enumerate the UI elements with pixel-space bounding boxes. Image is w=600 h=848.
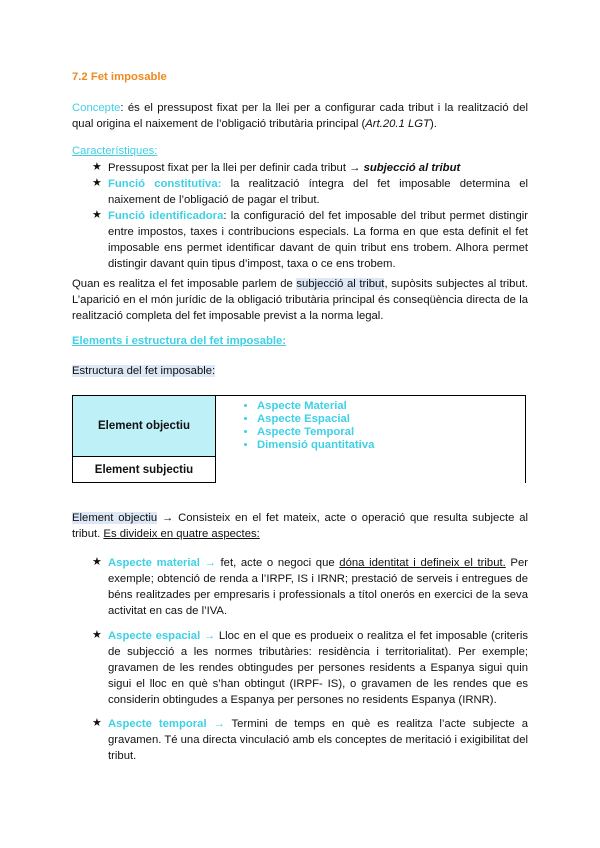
caracteristiques-heading: Característiques:: [72, 145, 158, 157]
star-bullet-icon: ★: [92, 209, 102, 221]
elements-heading: Elements i estructura del fet imposable:: [72, 335, 287, 347]
item-text: : la configuració del fet imposable del tribut permet distingir entre impostos, taxes i contribucions especials. La forma en que esta definit el fet imposable ens permet identificar davant de quin tribut ens trobem. Alhora permet distingir davant quin tipus d’impost, taxa o ce ens trobem.: [108, 210, 528, 270]
element-objectiu-paragraph: [72, 510, 528, 542]
aspecte-text: Lloc en el que es produeix o realitza el fet imposable (criteris de subjecció a les normes tributàries: residència i territorialitat). Per exemple; gravamen de les rendes obtingudes per persones residents a Espanya sigui quin sigui el lloc en què s’han obtingut (IRPF- IS), o gravamen de les rendes que es considerin obtingudes a Espanya per persones no residents Espanya (IRNR).: [108, 630, 528, 706]
star-bullet-icon: ★: [92, 556, 102, 568]
aspectes-list: [216, 400, 525, 452]
concepte-text-end: ).: [429, 118, 437, 130]
star-bullet-icon: ★: [92, 177, 102, 189]
section-heading: 7.2 Fet imposable: [72, 71, 167, 83]
item-text: Pressupost fixat per la llei per definir cada tribut →: [108, 162, 361, 174]
aspecte-text: fet, acte o negoci que: [215, 557, 340, 569]
star-bullet-icon: ★: [92, 629, 102, 641]
item-text: la realització íntegra del fet imposable determina el naixement de l’obligació de pagar el tribut.: [108, 178, 528, 206]
para-text: → Consisteix en el fet mateix, acte o operació que resulta subjecte al tribut.: [72, 512, 528, 540]
aspecte-label: Aspecte temporal →: [108, 718, 225, 730]
list-item: [108, 208, 528, 272]
star-bullet-icon: ★: [92, 717, 102, 729]
aspecte-text-end: Per exemple; obtenció de renda a l’IRPF, IS i IRNR; prestació de serveis i entregues de béns realitzades per empresaris i professionals a títol onerós en exercici de la seva activitat en cas de l’IVA.: [108, 557, 528, 617]
aspecte-material-block: [72, 555, 528, 635]
item-label: Funció identificadora: [108, 210, 224, 222]
element-subjectiu-cell: Element subjectiu: [73, 457, 216, 483]
para-text: Quan es realitza el fet imposable parlem de: [72, 278, 297, 290]
list-item: [108, 716, 528, 764]
subjeccio-highlight: subjecció al tribut: [296, 278, 385, 290]
list-item: [108, 176, 528, 208]
list-item: • Dimensió quantitativa: [257, 439, 525, 452]
concepte-paragraph: [72, 100, 528, 132]
list-item: [108, 628, 528, 708]
list-item: • Aspecte Temporal: [257, 426, 525, 439]
element-objectiu-highlight: Element objectiu: [72, 512, 158, 524]
concepte-text: : és el pressupost fixat per la llei per a configurar cada tribut i la realització del qual origina el naixement de l’obligació tributària principal (: [72, 102, 528, 130]
subjeccio-paragraph: [72, 276, 528, 324]
para-underlined: Es divideix en quatre aspectes:: [103, 528, 260, 540]
structure-table: [72, 395, 526, 483]
item-label: Funció constitutiva:: [108, 178, 222, 190]
estructura-label: Estructura del fet imposable:: [72, 365, 216, 377]
aspecte-label: Aspecte espacial →: [108, 630, 216, 642]
list-item: • Aspecte Espacial: [257, 413, 525, 426]
list-item: [108, 160, 528, 176]
element-objectiu-cell: Element objectiu: [73, 396, 216, 457]
item-emph: subjecció al tribut: [363, 162, 461, 174]
para-text-end: , supòsits subjectes al tribut. L’aparició en el món jurídic de la obligació tributària principal és conseqüència directa de la realització completa del fet imposable previst a la norma legal.: [72, 278, 529, 322]
caracteristiques-list: [72, 160, 528, 270]
aspectes-cell: [216, 396, 526, 483]
aspecte-espacial-block: [72, 628, 528, 708]
star-bullet-icon: ★: [92, 161, 102, 173]
concepte-label: Concepte: [72, 102, 121, 114]
concepte-ref: Art.20.1 LGT: [365, 118, 430, 130]
list-item: [108, 555, 528, 619]
aspecte-temporal-block: [72, 716, 528, 766]
aspecte-text: Termini de temps en què es realitza l’acte subjecte a gravamen. Té una directa vinculació amb els conceptes de meritació i exigibilitat del tribut.: [108, 718, 528, 762]
list-item: • Aspecte Material: [257, 400, 525, 413]
aspecte-label: Aspecte material →: [108, 557, 216, 569]
aspecte-underlined: dóna identitat i defineix el tribut.: [339, 557, 506, 569]
